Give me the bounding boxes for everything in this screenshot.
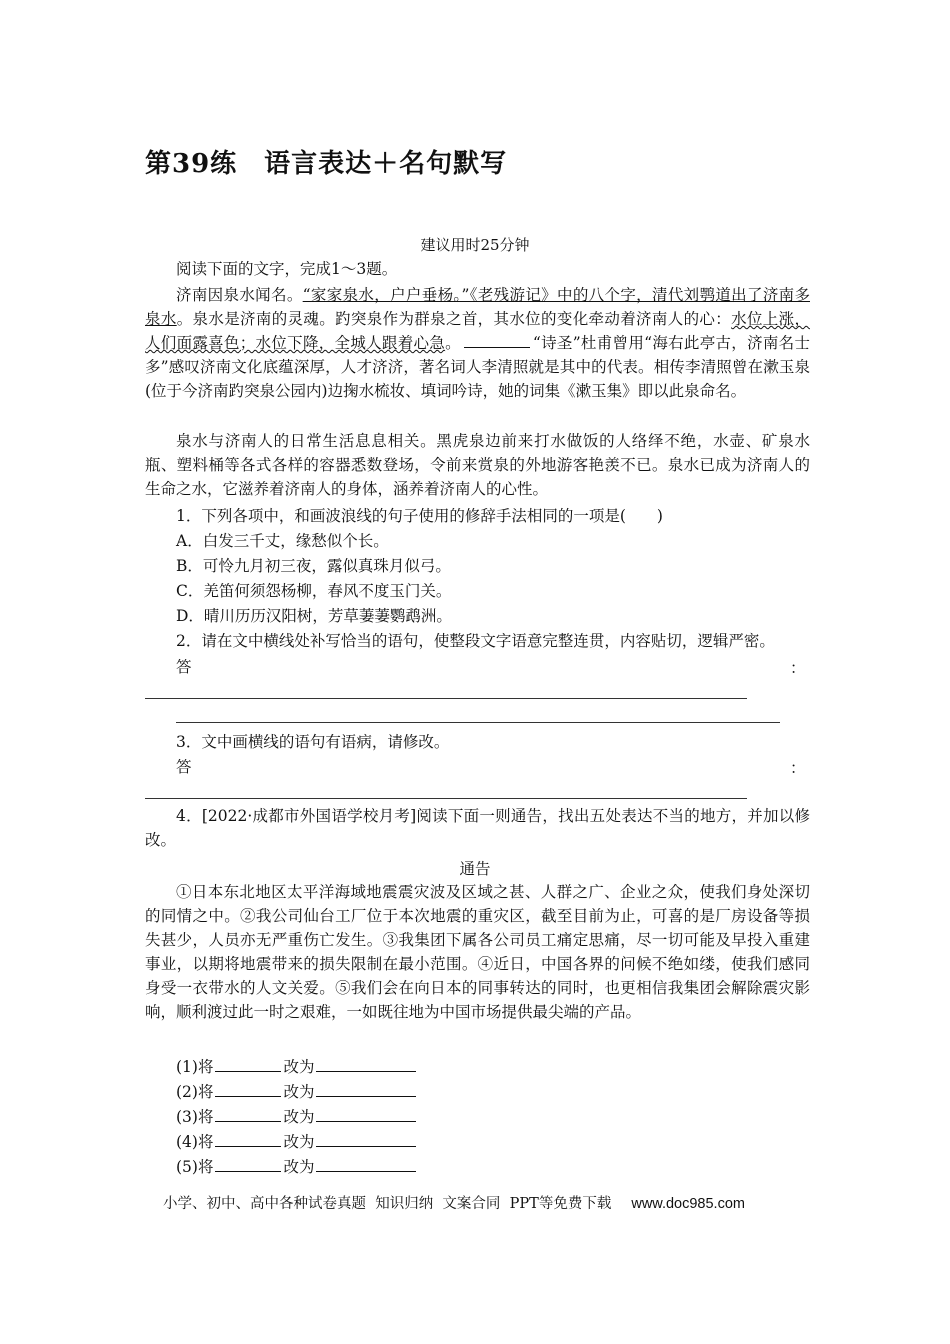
passage-paragraph-2: 泉水与济南人的日常生活息息相关。黑虎泉边前来打水做饭的人络绎不绝，水壶、矿泉水瓶、塑料桶等各式各样的容器悉数登场，令前来赏泉的外地游客艳羡不已。泉水已成为济南人的生命之水，它滋养着济南人的身体，涵养着济南人的心性。 [145, 432, 810, 498]
fill-row [176, 1080, 416, 1102]
answer-label: 答 [176, 658, 192, 676]
revision-blank[interactable] [316, 1107, 416, 1122]
question-3-stem: 3．文中画横线的语句有语病，请修改。 [176, 733, 450, 751]
fill-row [176, 1130, 416, 1152]
page-title: 第39练 语言表达＋名句默写 [145, 149, 508, 179]
fill-label: 改为 [283, 1133, 315, 1151]
answer-line[interactable] [145, 798, 747, 799]
passage-text: “诗圣”杜甫曾用“海右此亭古，济南名士多”感叹济南文化底蕴深厚，人才济济，著名词人李清照就是其中的代表。相传李清照曾在漱玉泉(位于今济南趵突泉公园内)边掬水梳妆、填词吟诗，她的词集《漱玉集》即以此泉命名。 [145, 334, 810, 400]
passage-text: 。 [445, 334, 461, 352]
fill-label: (3)将 [176, 1108, 214, 1126]
passage-paragraph-1 [145, 283, 810, 403]
fill-row [176, 1105, 416, 1127]
answer-colon: ： [790, 759, 806, 777]
original-blank[interactable] [215, 1057, 281, 1072]
fill-label: 改为 [283, 1108, 315, 1126]
reading-instruction: 阅读下面的文字，完成1～3题。 [176, 260, 398, 278]
notice-title: 通告 [459, 860, 491, 878]
question-4-stem: 4．[2022·成都市外国语学校月考]阅读下面一则通告，找出五处表达不当的地方，并加以修改。 [145, 807, 810, 849]
q1-option-d[interactable]: D．晴川历历汉阳树，芳草萋萋鹦鹉洲。 [176, 607, 452, 625]
original-blank[interactable] [215, 1107, 281, 1122]
answer-line[interactable] [145, 698, 747, 699]
original-blank[interactable] [215, 1082, 281, 1097]
question-1-stem: 1．下列各项中，和画波浪线的句子使用的修辞手法相同的一项是( ) [176, 507, 663, 525]
footer-url[interactable]: www.doc985.com [631, 1196, 745, 1212]
original-blank[interactable] [215, 1132, 281, 1147]
fill-label: (5)将 [176, 1158, 214, 1176]
q1-option-b[interactable]: B．可怜九月初三夜，露似真珠月似弓。 [176, 557, 451, 575]
answer-colon: ： [790, 659, 806, 677]
q1-option-a[interactable]: A．白发三千丈，缘愁似个长。 [176, 532, 389, 550]
fill-label: 改为 [283, 1158, 315, 1176]
fill-row [176, 1055, 416, 1077]
question-2-stem: 2．请在文中横线处补写恰当的语句，使整段文字语意完整连贯，内容贴切，逻辑严密。 [176, 632, 775, 650]
revision-blank[interactable] [316, 1132, 416, 1147]
original-blank[interactable] [215, 1157, 281, 1172]
underlined-sentence: “家家泉水，户户垂杨。”《老残游记》中的八个字，清代刘鹗道出了济南多泉水 [145, 286, 810, 328]
footer-text: 小学、初中、高中各种试卷真题 知识归纳 文案合同 PPT等免费下载 [163, 1196, 612, 1212]
fill-label: (1)将 [176, 1058, 214, 1076]
revision-blank[interactable] [316, 1157, 416, 1172]
footer [163, 1192, 745, 1213]
fill-label: (4)将 [176, 1133, 214, 1151]
fill-row [176, 1155, 416, 1177]
answer-label: 答 [176, 758, 192, 776]
notice-body: ①日本东北地区太平洋海域地震震灾波及区域之甚、人群之广、企业之众，使我们身处深切的同情之中。②我公司仙台工厂位于本次地震的重灾区，截至目前为止，可喜的是厂房设备等损失甚少，人员亦无严重伤亡发生。③我集团下属各公司员工痛定思痛，尽一切可能及早投入重建事业，以期将地震带来的损失限制在最小范围。④近日，中国各界的问候不绝如缕，使我们感同身受一衣带水的人文关爱。⑤我们会在向日本的同事转达的同时，也更相信我集团会解除震灾影响，顺利渡过此一时之艰难，一如既往地为中国市场提供最尖端的产品。 [145, 883, 810, 1021]
passage-text: 。泉水是济南的灵魂。趵突泉作为群泉之首，其水位的变化牵动着济南人的心： [176, 310, 732, 328]
fill-blank[interactable] [464, 331, 530, 348]
passage-text: 济南因泉水闻名。 [176, 286, 303, 304]
answer-line[interactable] [176, 722, 780, 723]
q1-option-c[interactable]: C．羌笛何须怨杨柳，春风不度玉门关。 [176, 582, 452, 600]
fill-label: (2)将 [176, 1083, 214, 1101]
suggested-time: 建议用时25分钟 [420, 236, 530, 254]
fill-label: 改为 [283, 1083, 315, 1101]
revision-blank[interactable] [316, 1082, 416, 1097]
revision-blank[interactable] [316, 1057, 416, 1072]
fill-label: 改为 [283, 1058, 315, 1076]
wavy-underlined-sentence: 水位上涨，人们面露喜色；水位下降，全城人跟着心急 [145, 310, 810, 352]
